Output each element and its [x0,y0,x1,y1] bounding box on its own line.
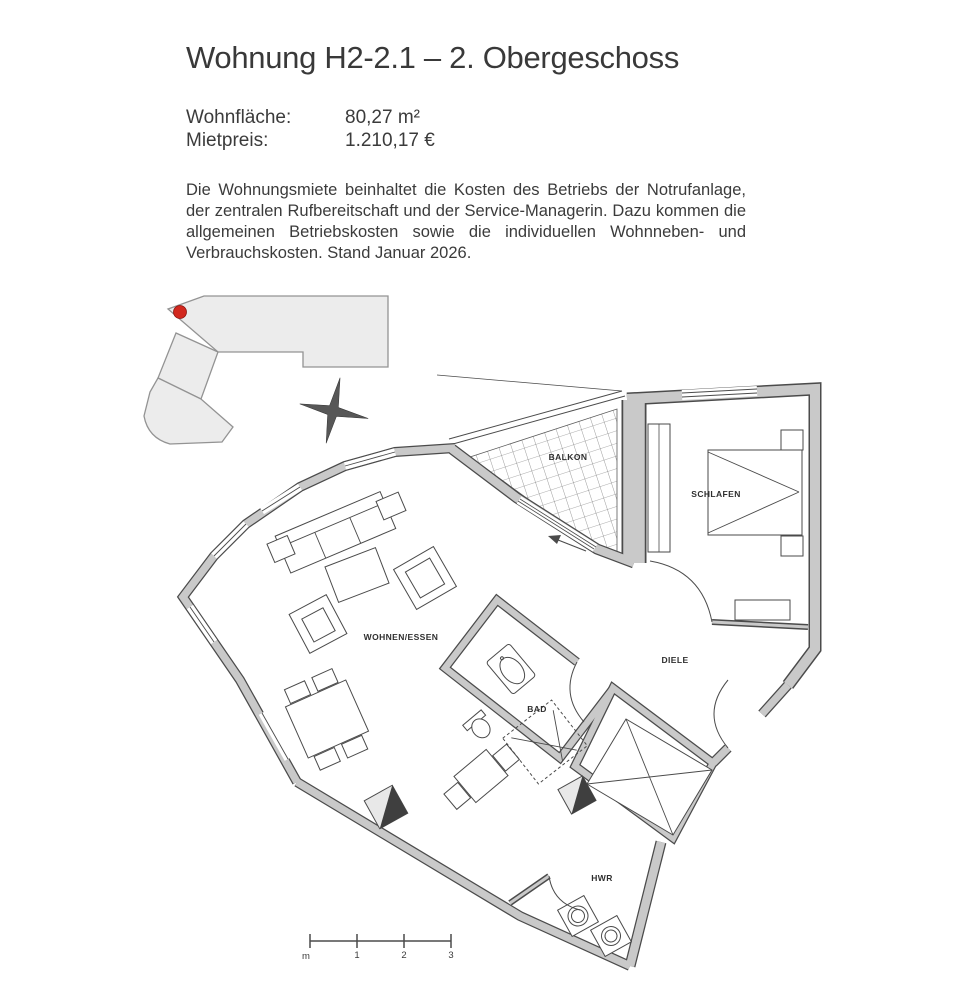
elevator [587,719,712,835]
description-paragraph: Die Wohnungsmiete beinhaltet die Kosten des Betriebs der Notrufanlage, der zentralen Rufbereitschaft und der Service-Managerin. Dazu kommen die allgemeinen Betriebskosten sowie die individuellen Wohnneben- und Verbrauchskosten. Stand Januar 2026. [186,181,746,262]
nightstand [781,430,803,450]
scale-tick-2: 2 [401,950,407,961]
page-title: Wohnung H2-2.1 – 2. Obergeschoss [186,40,680,75]
scale-unit: m [302,951,310,962]
coffee-table [325,548,389,603]
armchair [394,547,457,610]
scale-tick-1: 1 [354,950,360,961]
scale-bar [302,934,454,962]
dining-set [279,665,375,772]
area-value: 80,27 m² [345,107,420,128]
dresser [735,600,790,620]
rent-label: Mietpreis: [186,130,269,151]
room-label-hwr: HWR [591,873,613,883]
compass-icon [293,371,375,451]
room-label-schlafen: SCHLAFEN [691,489,741,499]
bathtub [486,643,536,694]
room-label-diele: DIELE [661,655,689,665]
area-label: Wohnfläche: [186,107,292,128]
site-plan-minimap [144,296,388,444]
bedroom-furniture [648,424,803,620]
apartment-plan [183,375,815,966]
windows [190,389,757,759]
rent-value: 1.210,17 € [345,130,435,151]
armchair [289,595,347,654]
desk-set [439,737,522,814]
room-label-bad: BAD [527,704,547,714]
toilet [463,710,497,744]
nightstand [781,536,803,556]
living-furniture [267,492,523,815]
location-marker [174,306,187,319]
room-label-wohnen: WOHNEN/ESSEN [363,632,439,642]
scale-tick-3: 3 [448,950,454,961]
room-label-balkon: BALKON [548,452,588,462]
